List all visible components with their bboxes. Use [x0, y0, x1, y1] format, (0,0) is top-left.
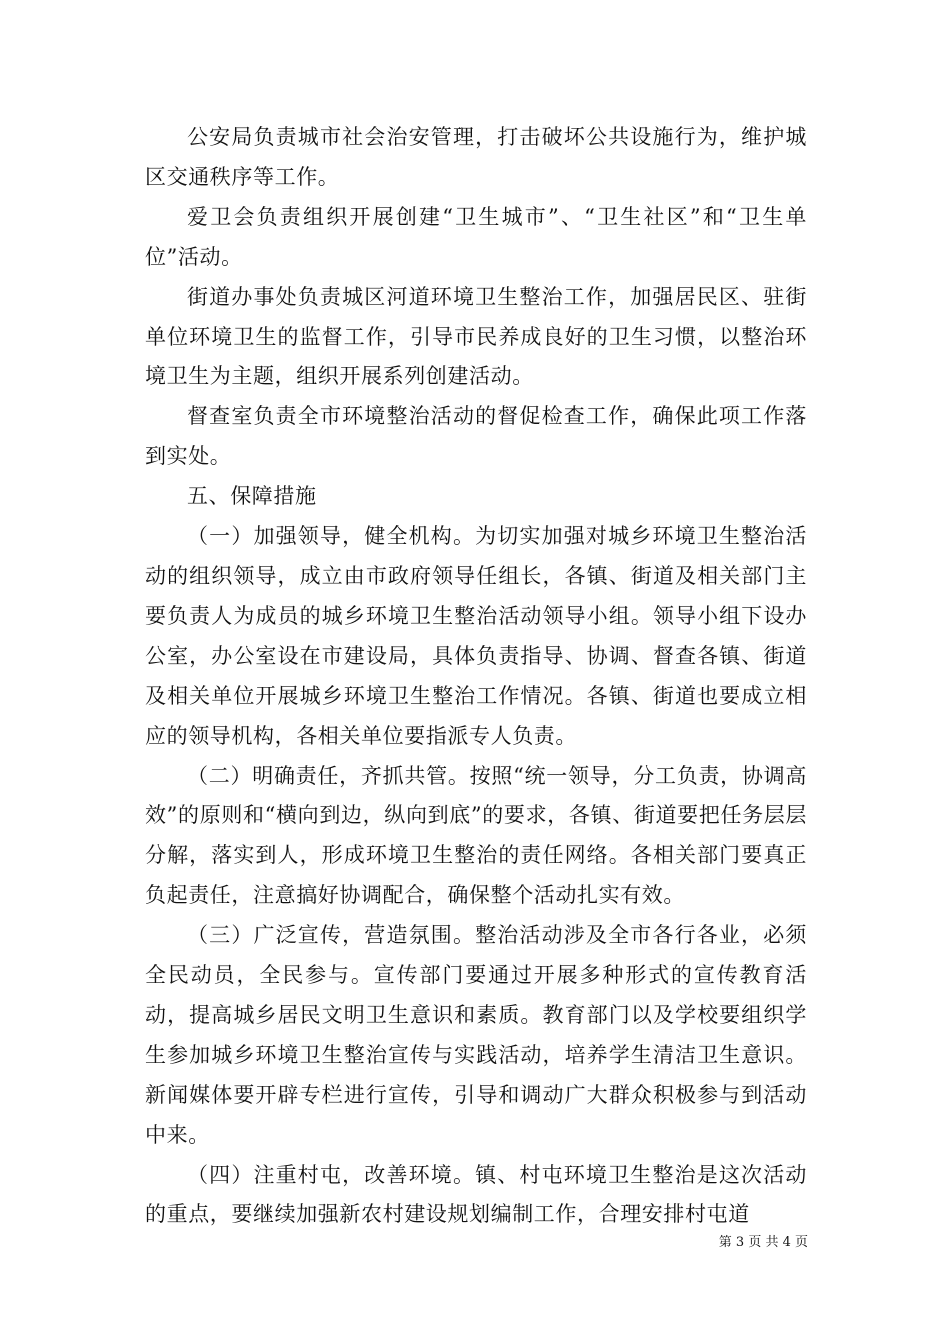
paragraph-patriotic-health: 爱卫会负责组织开展创建“卫生城市”、“卫生社区”和“卫生单位”活动。: [145, 204, 807, 269]
section-heading-safeguards: 五、保障措施: [187, 484, 317, 509]
paragraph-villages: （四）注重村屯，改善环境。镇、村屯环境卫生整治是这次活动的重点，要继续加强新农村建设规划编制工作，合理安排村屯道: [145, 1162, 807, 1227]
document-body: [145, 118, 807, 1235]
paragraph-street-office: 街道办事处负责城区河道环境卫生整治工作，加强居民区、驻街单位环境卫生的监督工作，引导市民养成良好的卫生习惯，以整治环境卫生为主题，组织开展系列创建活动。: [145, 284, 807, 389]
paragraph-responsibility: （二）明确责任，齐抓共管。按照“统一领导，分工负责，协调高效”的原则和“横向到边，纵向到底”的要求，各镇、街道要把任务层层分解，落实到人，形成环境卫生整治的责任网络。各相关部门要真正负起责任，注意搞好协调配合，确保整个活动扎实有效。: [145, 763, 807, 908]
paragraph-publicity: （三）广泛宣传，营造氛围。整治活动涉及全市各行各业，必须全民动员，全民参与。宣传部门要通过开展多种形式的宣传教育活动，提高城乡居民文明卫生意识和素质。教育部门以及学校要组织学生参加城乡环境卫生整治宣传与实践活动，培养学生清洁卫生意识。新闻媒体要开辟专栏进行宣传，引导和调动广大群众积极参与到活动中来。: [145, 923, 807, 1147]
paragraph-leadership: （一）加强领导，健全机构。为切实加强对城乡环境卫生整治活动的组织领导，成立由市政府领导任组长，各镇、街道及相关部门主要负责人为成员的城乡环境卫生整治活动领导小组。领导小组下设办公室，办公室设在市建设局，具体负责指导、协调、督查各镇、街道及相关单位开展城乡环境卫生整治工作情况。各镇、街道也要成立相应的领导机构，各相关单位要指派专人负责。: [145, 524, 807, 748]
paragraph-supervision-office: 督查室负责全市环境整治活动的督促检查工作，确保此项工作落到实处。: [145, 404, 807, 469]
paragraph-public-security: 公安局负责城市社会治安管理，打击破坏公共设施行为，维护城区交通秩序等工作。: [145, 125, 807, 189]
page-number-footer: 第 3 页 共 4 页: [718, 1235, 808, 1250]
